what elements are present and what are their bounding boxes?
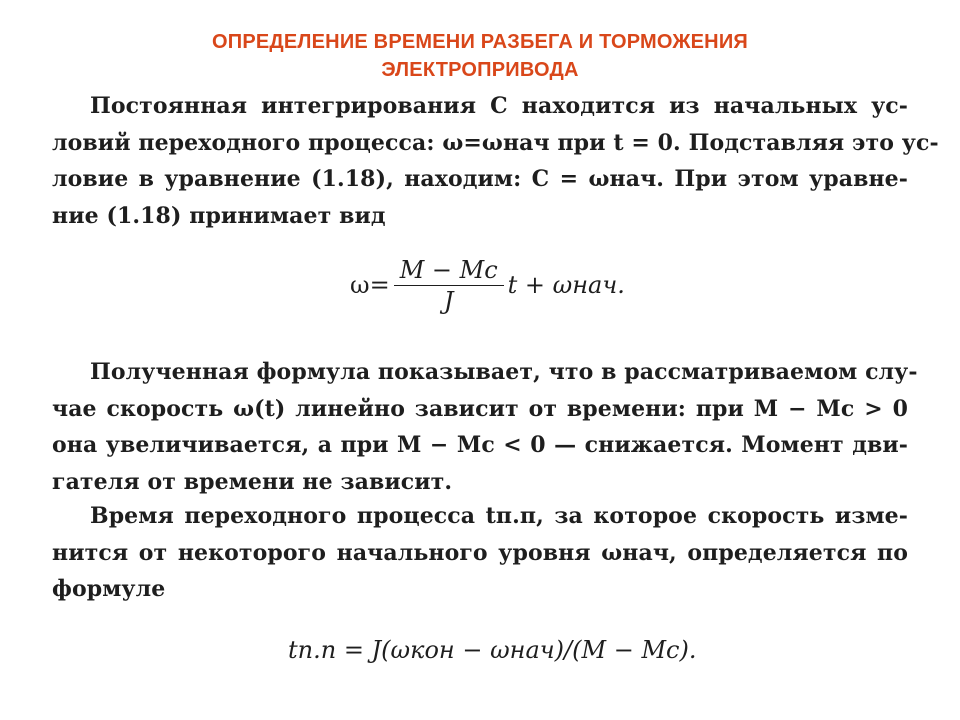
formula-speed-equation (350, 250, 625, 320)
text-line: гателя от времени не зависит. (52, 468, 453, 495)
formula-transition-time (288, 628, 696, 672)
text-line: ловий переходного процесса: ω=ωнач при t = 0. Подставляя это ус- (52, 129, 939, 156)
text-line: чае скорость ω(t) линейно зависит от времени: при M − Mc > 0 (52, 395, 908, 422)
paragraph-linear-speed (52, 354, 918, 500)
text-line: ние (1.18) принимает вид (52, 202, 386, 229)
slide-title (0, 28, 960, 84)
text-line: Постоянная интегрирования C находится из начальных ус- (90, 93, 908, 119)
formula-numerator: M − Mc (399, 255, 498, 284)
text-line: Полученная формула показывает, что в рассматриваемом слу- (90, 359, 918, 385)
formula-rhs: t + ωнач. (507, 271, 625, 299)
formula-lhs: ω= (350, 271, 390, 299)
text-line: ловие в уравнение (1.18), находим: C = ωнач. При этом уравне- (52, 166, 908, 192)
slide-title-line-2: ЭЛЕКТРОПРИВОДА (381, 59, 579, 81)
text-line: она увеличивается, а при M − Mc < 0 — снижается. Момент дви- (52, 432, 908, 458)
slide-title-line-1: ОПРЕДЕЛЕНИЕ ВРЕМЕНИ РАЗБЕГА И ТОРМОЖЕНИЯ (212, 31, 748, 53)
formula-fraction (394, 255, 504, 316)
paragraph-transition-time (52, 498, 908, 608)
text-line: нится от некоторого начального уровня ωнач, определяется по (52, 539, 908, 566)
paragraph-integration-constant (52, 88, 939, 234)
formula-transition-time-text: tп.п = J(ωкон − ωнач)/(M − Mc). (288, 636, 697, 664)
formula-denominator: J (443, 286, 454, 315)
text-line: Время переходного процесса tп.п, за которое скорость изме- (90, 503, 908, 529)
text-line: формуле (52, 576, 166, 602)
